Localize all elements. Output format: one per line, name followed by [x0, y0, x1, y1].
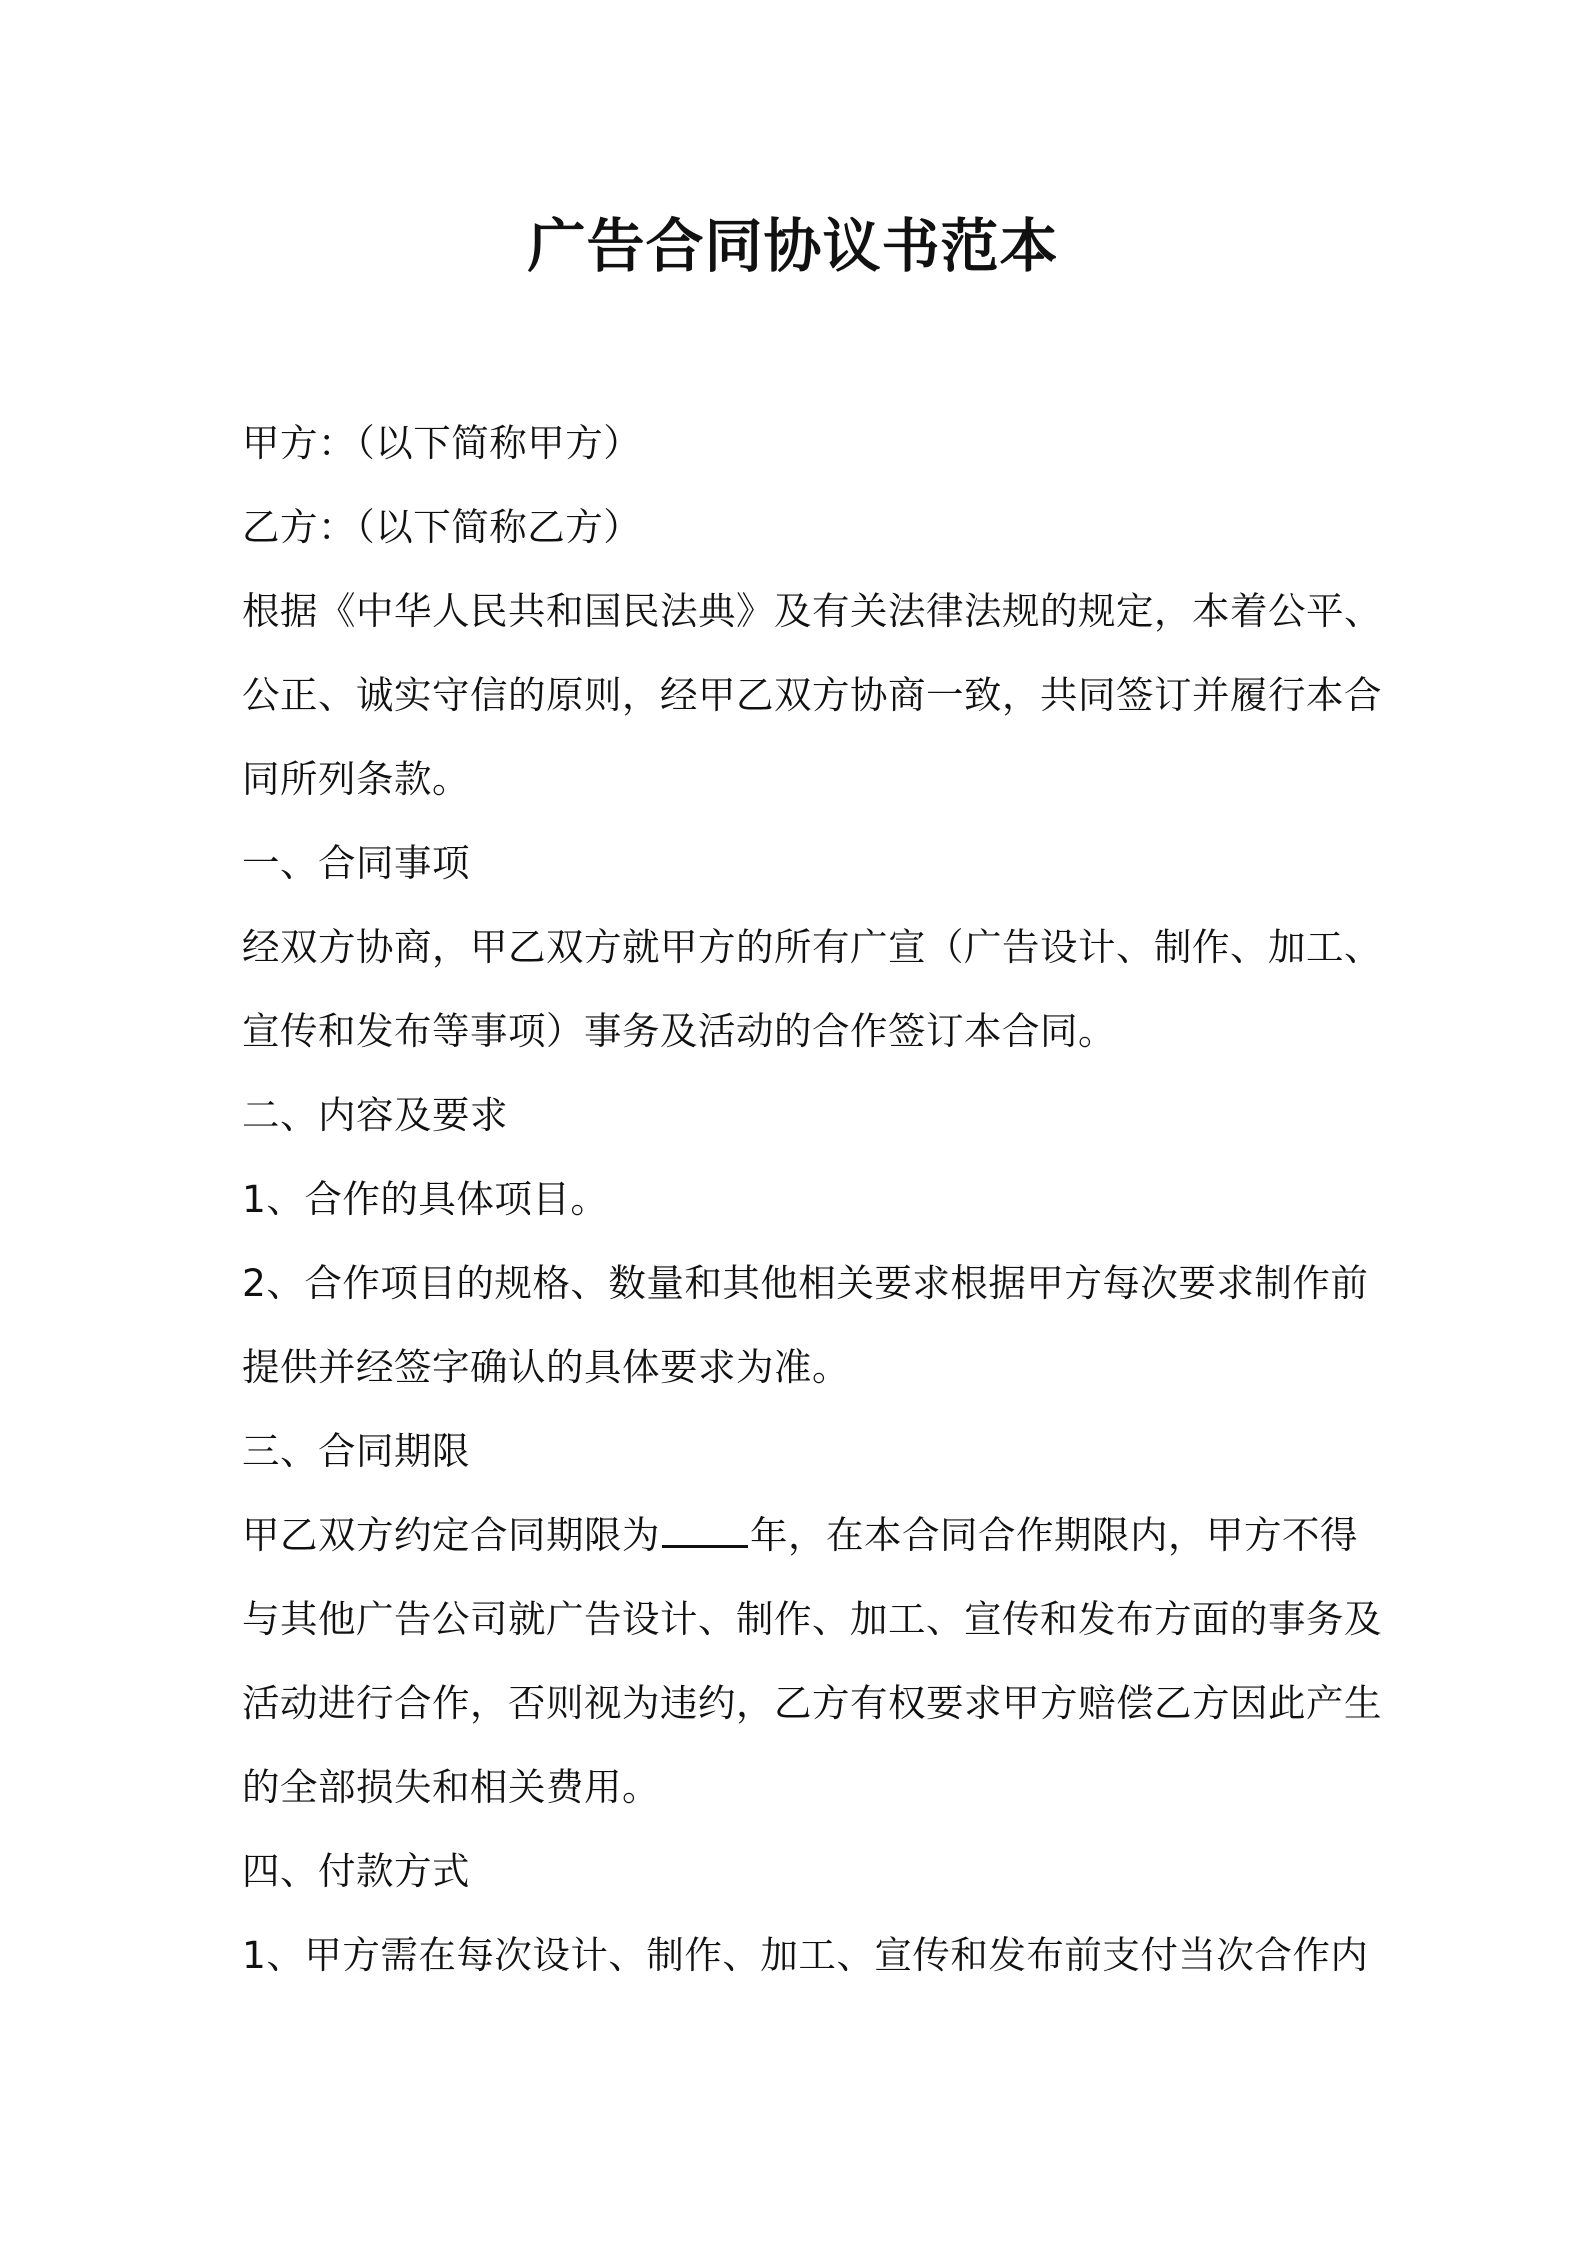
term-text-after-blank: 年，在本合同合作期限内，甲方不得 [750, 1513, 1358, 1557]
party-b-line: 乙方：（以下简称乙方） [242, 505, 642, 549]
preamble-line: 根据《中华人民共和国民法典》及有关法律法规的规定，本着公平、 [242, 589, 1382, 633]
section2-item-2-line: 提供并经签字确认的具体要求为准。 [242, 1345, 850, 1389]
section3-paragraph-line: 与其他广告公司就广告设计、制作、加工、宣传和发布方面的事务及 [242, 1597, 1382, 1641]
section3-paragraph-line: 活动进行合作，否则视为违约，乙方有权要求甲方赔偿乙方因此产生 [242, 1681, 1382, 1725]
section-heading-contract-matters: 一、合同事项 [242, 841, 470, 885]
section-heading-payment-method: 四、付款方式 [242, 1849, 470, 1893]
document-body [242, 401, 1382, 1997]
section1-paragraph-line: 经双方协商，甲乙双方就甲方的所有广宣（广告设计、制作、加工、 [242, 925, 1382, 969]
preamble-line: 同所列条款。 [242, 757, 470, 801]
section1-paragraph-line: 宣传和发布等事项）事务及活动的合作签订本合同。 [242, 1009, 1116, 1053]
section4-item-1-line: 1、甲方需在每次设计、制作、加工、宣传和发布前支付当次合作内 [242, 1933, 1369, 1977]
party-a-line: 甲方：（以下简称甲方） [242, 421, 642, 465]
section-heading-content-requirements: 二、内容及要求 [242, 1093, 508, 1137]
section2-item-1: 1、合作的具体项目。 [242, 1177, 609, 1221]
term-years-blank[interactable] [662, 1511, 748, 1548]
term-text-before-blank: 甲乙双方约定合同期限为 [242, 1513, 660, 1557]
section2-item-2-line: 2、合作项目的规格、数量和其他相关要求根据甲方每次要求制作前 [242, 1261, 1369, 1305]
document-title: 广告合同协议书范本 [527, 212, 1059, 280]
section3-paragraph-line-with-blank [242, 1493, 1362, 1577]
section-heading-contract-term: 三、合同期限 [242, 1429, 470, 1473]
section3-paragraph-line: 的全部损失和相关费用。 [242, 1765, 660, 1809]
preamble-line: 公正、诚实守信的原则，经甲乙双方协商一致，共同签订并履行本合 [242, 673, 1382, 717]
